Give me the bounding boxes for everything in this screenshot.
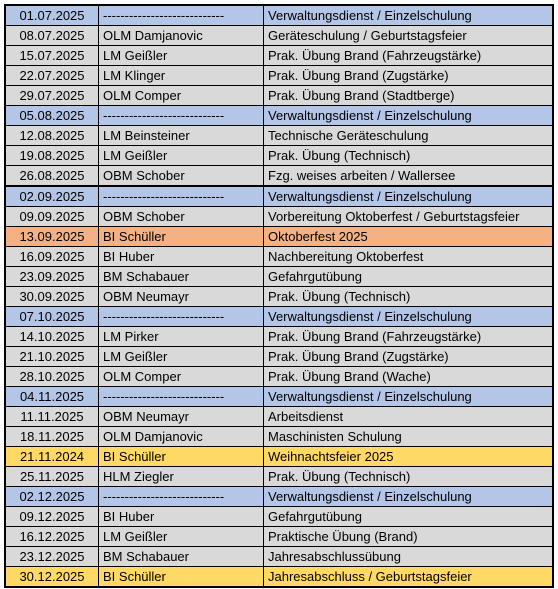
person-cell: LM Geißler (99, 146, 264, 166)
table-row (5, 547, 553, 567)
topic-cell: Oktoberfest 2025 (264, 227, 554, 247)
table-row (5, 126, 553, 146)
schedule-sheet (4, 4, 554, 588)
date-cell: 12.08.2025 (5, 126, 99, 146)
person-cell: BM Schabauer (99, 267, 264, 287)
date-cell: 01.07.2025 (5, 5, 99, 26)
person-cell: BI Huber (99, 247, 264, 267)
topic-cell: Nachbereitung Oktoberfest (264, 247, 554, 267)
table-row (5, 46, 553, 66)
schedule-body (5, 5, 553, 587)
topic-cell: Jahresabschluss / Geburtstagsfeier (264, 567, 554, 588)
table-row (5, 467, 553, 487)
topic-cell: Prak. Übung Brand (Zugstärke) (264, 66, 554, 86)
table-row (5, 307, 553, 327)
person-cell: BI Huber (99, 507, 264, 527)
date-cell: 29.07.2025 (5, 86, 99, 106)
person-cell: OBM Neumayr (99, 287, 264, 307)
topic-cell: Maschinisten Schulung (264, 427, 554, 447)
person-cell: ---------------------------- (99, 487, 264, 507)
date-cell: 02.12.2025 (5, 487, 99, 507)
topic-cell: Prak. Übung Brand (Stadtberge) (264, 86, 554, 106)
topic-cell: Vorbereitung Oktoberfest / Geburtstagsfeier (264, 207, 554, 227)
date-cell: 04.11.2025 (5, 387, 99, 407)
date-cell: 11.11.2025 (5, 407, 99, 427)
table-row (5, 86, 553, 106)
topic-cell: Fzg. weises arbeiten / Wallersee (264, 166, 554, 187)
date-cell: 05.08.2025 (5, 106, 99, 126)
table-row (5, 26, 553, 46)
table-row (5, 327, 553, 347)
topic-cell: Gefahrgutübung (264, 507, 554, 527)
date-cell: 19.08.2025 (5, 146, 99, 166)
date-cell: 28.10.2025 (5, 367, 99, 387)
person-cell: ---------------------------- (99, 186, 264, 207)
date-cell: 15.07.2025 (5, 46, 99, 66)
topic-cell: Verwaltungsdienst / Einzelschulung (264, 106, 554, 126)
table-row (5, 507, 553, 527)
person-cell: OBM Schober (99, 207, 264, 227)
table-row (5, 347, 553, 367)
table-row (5, 166, 553, 187)
topic-cell: Verwaltungsdienst / Einzelschulung (264, 5, 554, 26)
topic-cell: Gefahrgutübung (264, 267, 554, 287)
table-row (5, 567, 553, 588)
date-cell: 16.12.2025 (5, 527, 99, 547)
topic-cell: Technische Geräteschulung (264, 126, 554, 146)
topic-cell: Jahresabschlussübung (264, 547, 554, 567)
date-cell: 26.08.2025 (5, 166, 99, 187)
topic-cell: Verwaltungsdienst / Einzelschulung (264, 186, 554, 207)
table-row (5, 367, 553, 387)
person-cell: BI Schüller (99, 567, 264, 588)
table-row (5, 186, 553, 207)
person-cell: OBM Schober (99, 166, 264, 187)
date-cell: 07.10.2025 (5, 307, 99, 327)
topic-cell: Verwaltungsdienst / Einzelschulung (264, 307, 554, 327)
person-cell: ---------------------------- (99, 5, 264, 26)
table-row (5, 146, 553, 166)
person-cell: OLM Damjanovic (99, 427, 264, 447)
table-row (5, 447, 553, 467)
topic-cell: Prak. Übung Brand (Fahrzeugstärke) (264, 327, 554, 347)
table-row (5, 247, 553, 267)
date-cell: 30.12.2025 (5, 567, 99, 588)
topic-cell: Prak. Übung (Technisch) (264, 146, 554, 166)
topic-cell: Verwaltungsdienst / Einzelschulung (264, 487, 554, 507)
date-cell: 23.12.2025 (5, 547, 99, 567)
date-cell: 18.11.2025 (5, 427, 99, 447)
topic-cell: Weihnachtsfeier 2025 (264, 447, 554, 467)
person-cell: LM Beinsteiner (99, 126, 264, 146)
date-cell: 23.09.2025 (5, 267, 99, 287)
person-cell: LM Geißler (99, 46, 264, 66)
date-cell: 22.07.2025 (5, 66, 99, 86)
topic-cell: Prak. Übung (Technisch) (264, 467, 554, 487)
topic-cell: Prak. Übung Brand (Fahrzeugstärke) (264, 46, 554, 66)
date-cell: 08.07.2025 (5, 26, 99, 46)
table-row (5, 5, 553, 26)
person-cell: LM Klinger (99, 66, 264, 86)
date-cell: 25.11.2025 (5, 467, 99, 487)
person-cell: OLM Comper (99, 367, 264, 387)
person-cell: BI Schüller (99, 227, 264, 247)
person-cell: BI Schüller (99, 447, 264, 467)
person-cell: ---------------------------- (99, 387, 264, 407)
table-row (5, 106, 553, 126)
date-cell: 09.09.2025 (5, 207, 99, 227)
topic-cell: Prak. Übung Brand (Zugstärke) (264, 347, 554, 367)
table-row (5, 207, 553, 227)
person-cell: HLM Ziegler (99, 467, 264, 487)
table-row (5, 427, 553, 447)
date-cell: 09.12.2025 (5, 507, 99, 527)
table-row (5, 267, 553, 287)
person-cell: LM Geißler (99, 527, 264, 547)
date-cell: 13.09.2025 (5, 227, 99, 247)
table-row (5, 66, 553, 86)
topic-cell: Arbeitsdienst (264, 407, 554, 427)
date-cell: 16.09.2025 (5, 247, 99, 267)
table-row (5, 487, 553, 507)
topic-cell: Prak. Übung Brand (Wache) (264, 367, 554, 387)
person-cell: ---------------------------- (99, 307, 264, 327)
topic-cell: Geräteschulung / Geburtstagsfeier (264, 26, 554, 46)
date-cell: 14.10.2025 (5, 327, 99, 347)
person-cell: OLM Damjanovic (99, 26, 264, 46)
table-row (5, 407, 553, 427)
table-row (5, 387, 553, 407)
person-cell: OBM Neumayr (99, 407, 264, 427)
person-cell: ---------------------------- (99, 106, 264, 126)
schedule-table (4, 4, 554, 588)
topic-cell: Verwaltungsdienst / Einzelschulung (264, 387, 554, 407)
person-cell: BM Schabauer (99, 547, 264, 567)
date-cell: 21.11.2024 (5, 447, 99, 467)
table-row (5, 527, 553, 547)
table-row (5, 287, 553, 307)
table-row (5, 227, 553, 247)
date-cell: 02.09.2025 (5, 186, 99, 207)
topic-cell: Praktische Übung (Brand) (264, 527, 554, 547)
date-cell: 21.10.2025 (5, 347, 99, 367)
person-cell: LM Geißler (99, 347, 264, 367)
date-cell: 30.09.2025 (5, 287, 99, 307)
person-cell: OLM Comper (99, 86, 264, 106)
topic-cell: Prak. Übung (Technisch) (264, 287, 554, 307)
person-cell: LM Pirker (99, 327, 264, 347)
